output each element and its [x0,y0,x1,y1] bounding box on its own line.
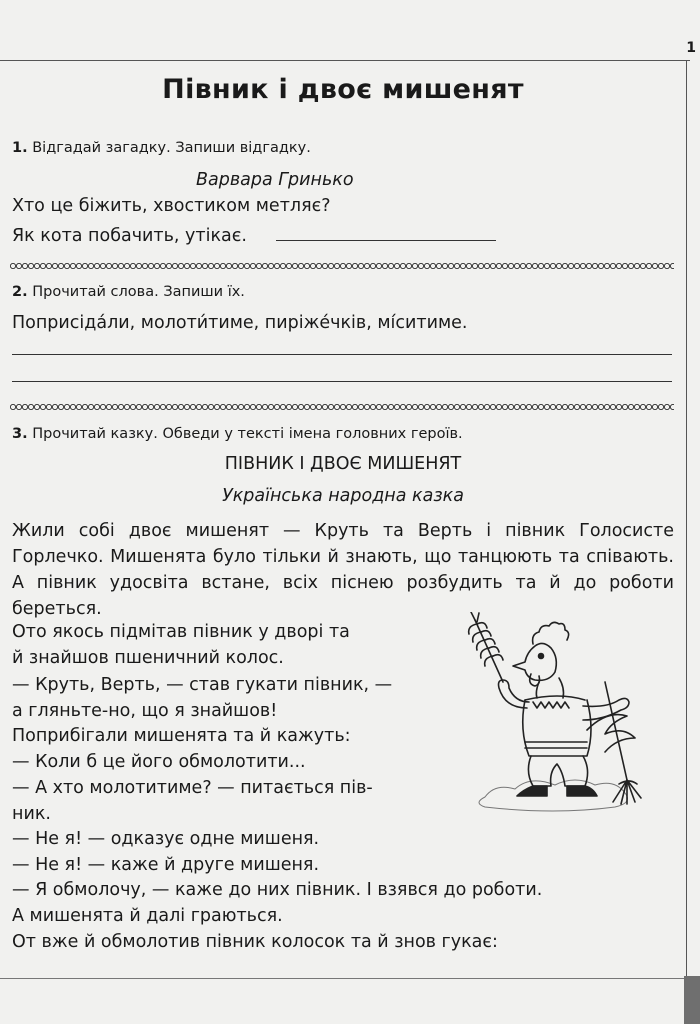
task-1-text: Відгадай загадку. Запиши відгадку. [32,140,311,156]
task-2-text: Прочитай слова. Запиши їх. [32,284,245,300]
story-line: — Не я! — каже й друге мишеня. [12,855,320,875]
story-line: й знайшов пшеничний колос. [12,648,284,668]
task-2-words: Поприсіда́ли, молоти́тиме, пиріже́чків, мі́ситиме. [12,313,468,333]
bottom-divider [0,978,700,979]
story-line: — А хто молотитиме? — питається пів- [12,778,373,798]
riddle-answer-field[interactable] [276,240,496,241]
story-line: а гляньте-но, що я знайшов! [12,701,278,721]
task-2-number: 2. [12,284,28,300]
story-line: Ото якось підмітав півник у дворі та [12,622,350,642]
riddle-line-2: Як кота побачить, утікає. [12,226,247,246]
task-1-instruction [12,140,311,156]
right-divider [686,60,687,1000]
task-3-text: Прочитай казку. Обведи у тексті імена головних героїв. [32,426,463,442]
task-3-instruction [12,426,463,442]
page-corner-tab [684,976,700,1024]
story-line: — Я обмолочу, — каже до них півник. І взявся до роботи. [12,880,543,900]
story-line: ник. [12,804,51,824]
wavy-divider-2 [10,403,674,411]
riddle-line-1: Хто це біжить, хвостиком метляє? [12,196,331,216]
story-line: От вже й обмолотив півник колосок та й знов гукає: [12,932,498,952]
story-intro: Жили собі двоє мишенят — Круть та Верть і півник Голосисте Горлечко. Мишенята було тільки й знають, що танцюють та співають. А півник удосвіта встане, всіх піснею розбудить та й до роботи береться. [12,521,674,619]
writing-line-2[interactable] [12,381,672,382]
wavy-divider-1 [10,262,674,270]
story-line: — Коли б це його обмолотити... [12,752,306,772]
story-line: Поприбігали мишенята та й кажуть: [12,726,351,746]
story-line: — Круть, Верть, — став гукати півник, — [12,675,393,695]
story-line: — Не я! — одказує одне мишеня. [12,829,320,849]
story-line: А мишенята й далі граються. [12,906,283,926]
top-divider [0,60,690,61]
story-subtitle: Українська народна казка [222,486,464,506]
story-title: ПІВНИК І ДВОЄ МИШЕНЯТ [224,454,462,474]
task-2-instruction [12,284,245,300]
task-3-number: 3. [12,426,28,442]
task-1-number: 1. [12,140,28,156]
rooster-illustration [455,612,665,822]
writing-line-1[interactable] [12,354,672,355]
poem-author: Варвара Гринько [196,170,354,190]
page-number: 1 [686,40,696,56]
page-title: Півник і двоє мишенят [162,74,524,105]
